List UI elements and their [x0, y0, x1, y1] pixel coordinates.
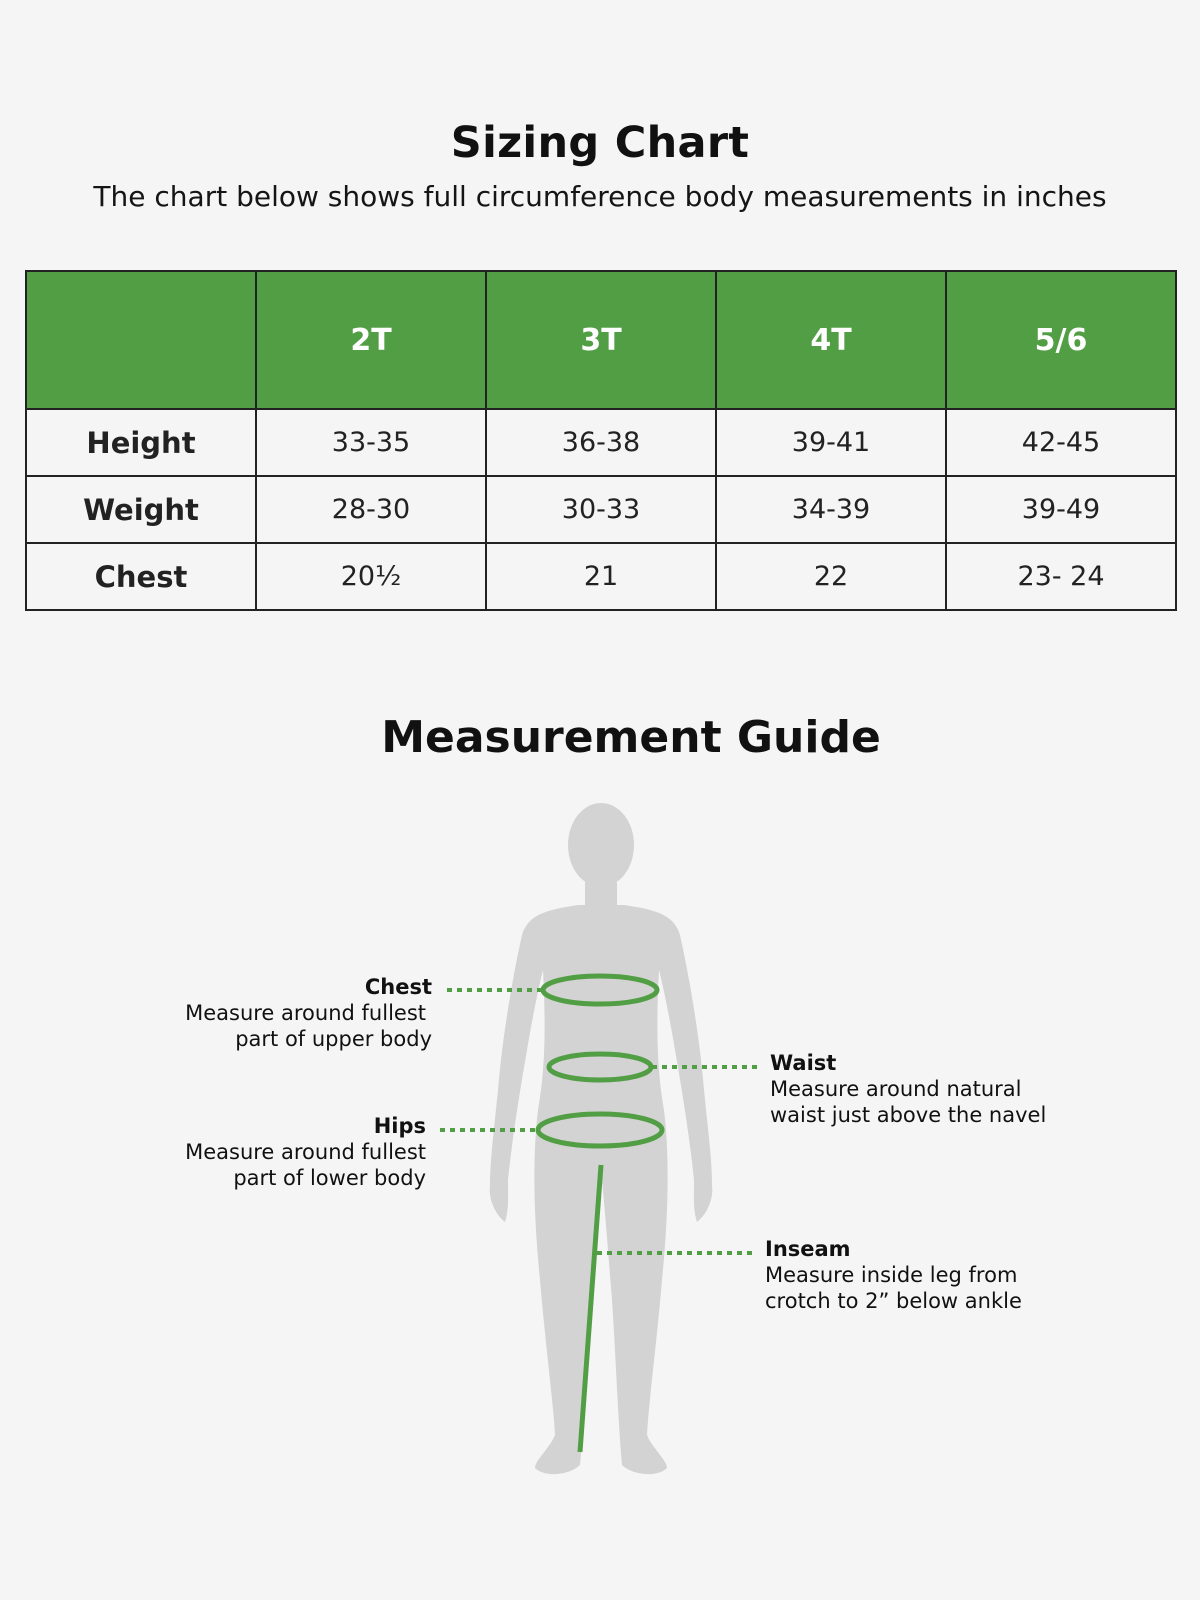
chest-label-line2: part of upper body: [235, 1027, 432, 1051]
hips-label: [150, 1113, 426, 1191]
table-cell: 20½: [256, 543, 486, 610]
row-label: Height: [26, 409, 256, 476]
table-cell: 34-39: [716, 476, 946, 543]
row-label: Chest: [26, 543, 256, 610]
chest-label-line1: Measure around fullest: [185, 1001, 426, 1025]
table-cell: 23- 24: [946, 543, 1176, 610]
hips-label-line1: Measure around fullest: [185, 1140, 426, 1164]
hips-label-title: Hips: [373, 1114, 426, 1138]
header-size-3t: 3T: [486, 271, 716, 409]
waist-label-line1: Measure around natural: [770, 1077, 1022, 1101]
child-silhouette-icon: [490, 803, 713, 1474]
waist-label: [770, 1050, 1070, 1128]
header-size-5-6: 5/6: [946, 271, 1176, 409]
row-label: Weight: [26, 476, 256, 543]
inseam-label: [765, 1236, 1065, 1314]
inseam-label-line2: crotch to 2” below ankle: [765, 1289, 1022, 1313]
table-cell: 42-45: [946, 409, 1176, 476]
header-size-2t: 2T: [256, 271, 486, 409]
page-subtitle: The chart below shows full circumference body measurements in inches: [93, 180, 1107, 213]
table-cell: 39-49: [946, 476, 1176, 543]
page-title: Sizing Chart: [450, 118, 750, 168]
table-cell: 36-38: [486, 409, 716, 476]
table-cell: 39-41: [716, 409, 946, 476]
guide-title: Measurement Guide: [381, 712, 881, 763]
chest-label: [150, 974, 432, 1052]
table-cell: 28-30: [256, 476, 486, 543]
inseam-label-line1: Measure inside leg from: [765, 1263, 1018, 1287]
header-size-4t: 4T: [716, 271, 946, 409]
table-cell: 21: [486, 543, 716, 610]
hips-label-line2: part of lower body: [233, 1166, 426, 1190]
table-cell: 33-35: [256, 409, 486, 476]
waist-label-line2: waist just above the navel: [770, 1103, 1047, 1127]
inseam-label-title: Inseam: [765, 1237, 851, 1261]
table-cell: 22: [716, 543, 946, 610]
waist-label-title: Waist: [770, 1051, 837, 1075]
chest-label-title: Chest: [364, 975, 432, 999]
table-cell: 30-33: [486, 476, 716, 543]
